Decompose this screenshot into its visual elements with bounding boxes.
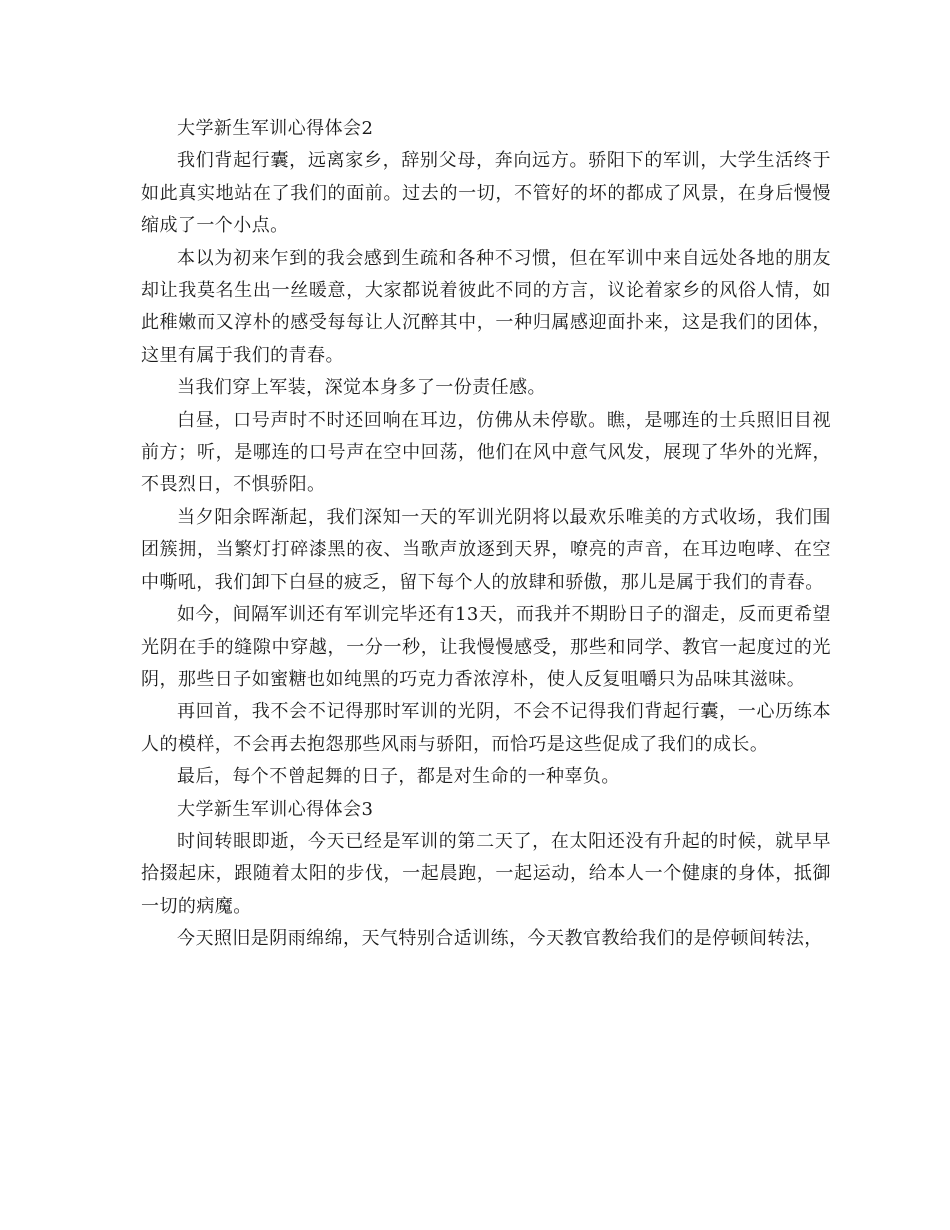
paragraph: 我们背起行囊，远离家乡，辞别父母，奔向远方。骄阳下的军训，大学生活终于如此真实地站在了我们的面前。过去的一切，不管好的坏的都成了风景，在身后慢慢缩成了一个小点。	[141, 150, 831, 237]
paragraph: 时间转眼即逝，今天已经是军训的第二天了，在太阳还没有升起的时候，就早早拾掇起床，跟随着太阳的步伐，一起晨跑，一起运动，给本人一个健康的身体，抵御一切的病魔。	[141, 830, 831, 917]
paragraph: 再回首，我不会不记得那时军训的光阴，不会不记得我们背起行囊，一心历练本人的模样，不会再去抱怨那些风雨与骄阳，而恰巧是这些促成了我们的成长。	[141, 701, 831, 755]
document-body	[141, 113, 831, 956]
paragraph: 本以为初来乍到的我会感到生疏和各种不习惯，但在军训中来自远处各地的朋友却让我莫名生出一丝暖意，大家都说着彼此不同的方言，议论着家乡的风俗人情，如此稚嫩而又淳朴的感受每每让人沉醉其中，一种归属感迎面扑来，这是我们的团体，这里有属于我们的青春。	[141, 247, 831, 366]
paragraph: 当夕阳余晖渐起，我们深知一天的军训光阴将以最欢乐唯美的方式收场，我们围团簇拥，当繁灯打碎漆黑的夜、当歌声放逐到天界，嘹亮的声音，在耳边咆哮、在空中嘶吼，我们卸下白昼的疲乏，留下每个人的放肆和骄傲，那儿是属于我们的青春。	[141, 506, 831, 593]
paragraph: 如今，间隔军训还有军训完毕还有13天，而我并不期盼日子的溜走，反而更希望光阴在手的缝隙中穿越，一分一秒，让我慢慢感受，那些和同学、教官一起度过的光阴，那些日子如蜜糖也如纯黑的巧克力香浓淳朴，使人反复咀嚼只为品味其滋味。	[141, 604, 831, 690]
section-heading-2: 大学新生军训心得体会2	[177, 118, 374, 139]
paragraph: 今天照旧是阴雨绵绵，天气特别合适训练，今天教官教给我们的是停顿间转法，	[177, 928, 823, 950]
paragraph: 白昼，口号声时不时还回响在耳边，仿佛从未停歇。瞧，是哪连的士兵照旧目视前方；听，是哪连的口号声在空中回荡，他们在风中意气风发，展现了华外的光辉，不畏烈日，不惧骄阳。	[141, 409, 831, 496]
section-heading-3: 大学新生军训心得体会3	[177, 798, 374, 820]
paragraph: 当我们穿上军装，深觉本身多了一份责任感。	[177, 377, 546, 399]
paragraph: 最后，每个不曾起舞的日子，都是对生命的一种辜负。	[177, 766, 620, 788]
